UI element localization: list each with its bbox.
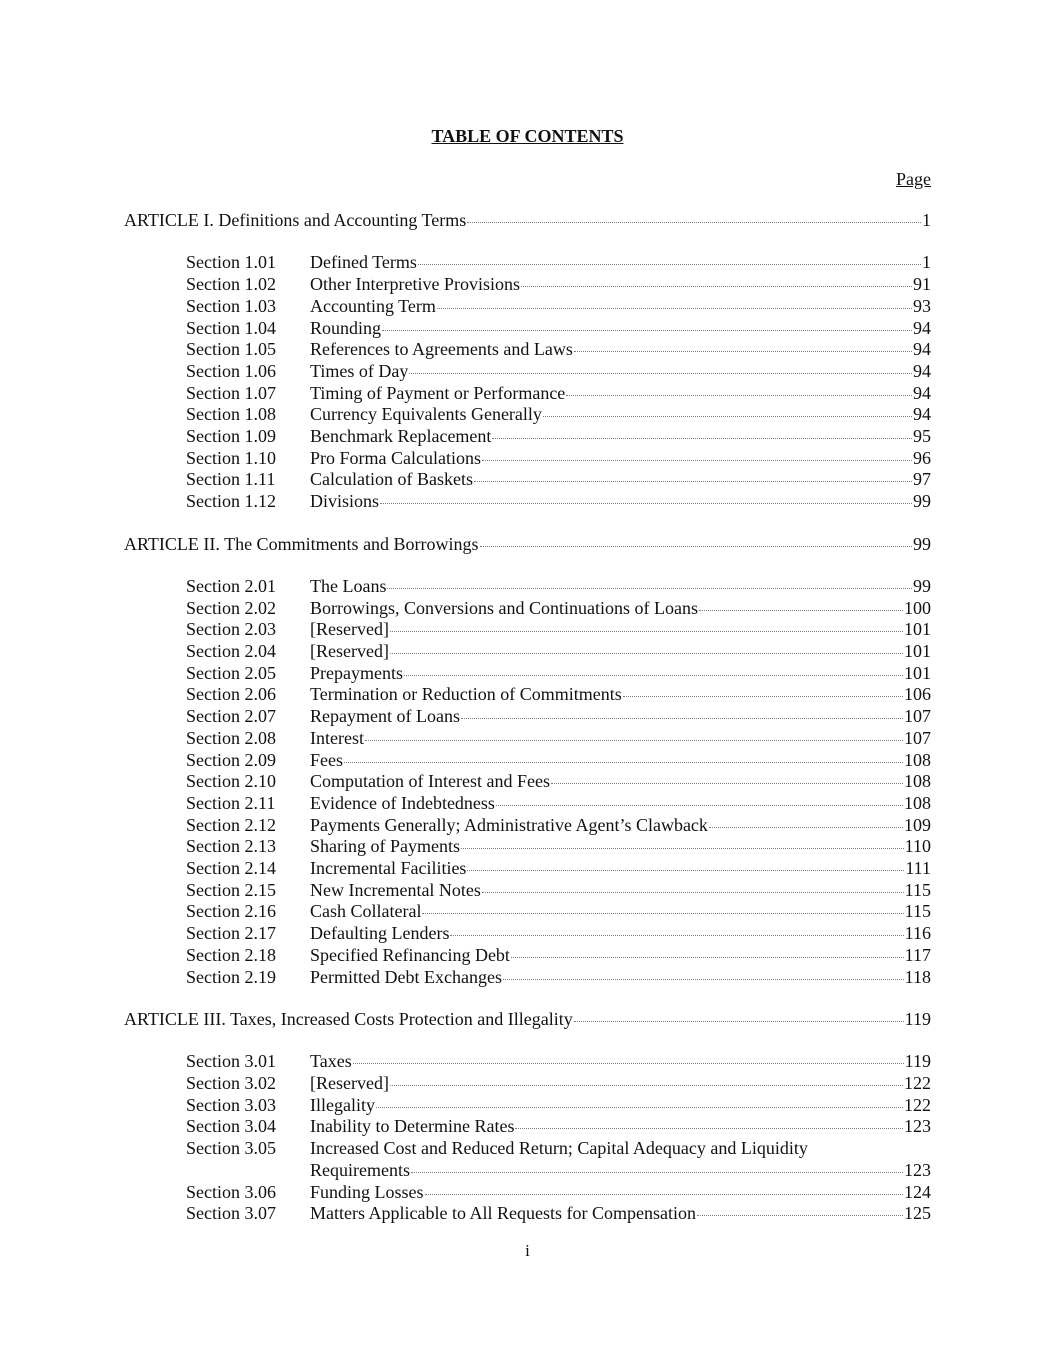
section-number: Section 2.10 (186, 771, 276, 792)
section-number: Section 3.01 (186, 1051, 276, 1072)
section-page-number: 100 (904, 597, 931, 618)
dot-leader (344, 762, 903, 763)
section-page-number: 123 (904, 1159, 931, 1180)
toc-section-entry[interactable] (186, 922, 931, 944)
section-title: Interest (310, 727, 364, 748)
section-page-number: 117 (904, 944, 931, 965)
section-number: Section 2.11 (186, 792, 276, 813)
section-number: Section 3.03 (186, 1094, 276, 1115)
section-title: Increased Cost and Reduced Return; Capital Adequacy and Liquidity (310, 1138, 808, 1159)
section-number: Section 2.01 (186, 575, 276, 596)
section-number: Section 2.19 (186, 966, 276, 987)
article-label: ARTICLE II. The Commitments and Borrowings (124, 533, 479, 554)
section-number: Section 2.04 (186, 641, 276, 661)
section-page-number: 125 (904, 1203, 931, 1224)
section-title: Inability to Determine Rates (310, 1116, 515, 1137)
toc-section-entry[interactable] (186, 857, 931, 879)
dot-leader (390, 1085, 903, 1086)
dot-leader (496, 805, 903, 806)
toc-section-entry[interactable] (186, 1094, 931, 1116)
toc-section-entry[interactable] (186, 814, 931, 836)
section-number: Section 1.05 (186, 339, 276, 360)
section-title: Computation of Interest and Fees (310, 771, 550, 792)
section-title: Defined Terms (310, 252, 417, 273)
toc-section-entry[interactable] (186, 835, 931, 857)
section-page-number: 101 (904, 619, 931, 640)
dot-leader (482, 892, 904, 893)
section-page-number: 122 (904, 1094, 931, 1115)
section-page-number: 106 (904, 684, 931, 705)
toc-section-entry[interactable] (186, 360, 931, 382)
section-page-number: 111 (905, 858, 931, 878)
dot-leader (376, 1107, 903, 1108)
section-number: Section 1.08 (186, 404, 276, 425)
dot-leader (450, 935, 903, 936)
dot-leader (418, 264, 921, 265)
section-page-number: 96 (913, 447, 931, 468)
dot-leader (353, 1063, 904, 1064)
section-title: [Reserved] (310, 1073, 389, 1093)
toc-section-entry[interactable] (186, 575, 931, 597)
toc-section-entry[interactable] (186, 597, 931, 619)
toc-section-entry[interactable] (186, 618, 931, 640)
toc-section-entry[interactable] (186, 879, 931, 901)
section-page-number: 94 (913, 339, 931, 360)
section-title: Specified Refinancing Debt (310, 944, 510, 965)
toc-section-entry[interactable] (186, 1202, 931, 1224)
section-page-number: 99 (913, 575, 931, 596)
section-page-number: 115 (904, 879, 931, 900)
toc-section-entry[interactable] (186, 792, 931, 814)
toc-section-entry[interactable] (186, 662, 931, 684)
section-page-number: 95 (913, 426, 931, 446)
section-title: Matters Applicable to All Requests for Compensation (310, 1203, 696, 1224)
section-page-number: 108 (904, 792, 931, 813)
section-title-continuation: Requirements (310, 1159, 410, 1180)
section-page-number: 109 (904, 814, 931, 835)
section-page-number: 119 (904, 1051, 931, 1072)
section-number: Section 2.14 (186, 858, 276, 878)
section-title: Cash Collateral (310, 901, 422, 922)
section-number: Section 1.10 (186, 447, 276, 468)
section-page-number: 116 (904, 923, 931, 944)
toc-section-entry[interactable] (186, 425, 931, 447)
article-label: ARTICLE I. Definitions and Accounting Terms (124, 210, 467, 230)
section-page-number: 97 (913, 469, 931, 490)
section-number: Section 1.01 (186, 252, 276, 273)
section-title: Termination or Reduction of Commitments (310, 684, 622, 705)
article-page-number: 1 (922, 210, 931, 230)
toc-section-entry[interactable] (186, 749, 931, 771)
dot-leader (551, 783, 903, 784)
page-column-heading: Page (896, 169, 931, 189)
toc-section-entry[interactable] (186, 1115, 931, 1137)
toc-section-entry[interactable] (186, 900, 931, 922)
dot-leader (566, 395, 912, 396)
toc-section-entry[interactable] (186, 490, 931, 512)
dot-leader (515, 1128, 903, 1129)
section-page-number: 94 (913, 382, 931, 403)
toc-section-entry[interactable] (186, 468, 931, 490)
section-number: Section 1.02 (186, 274, 276, 295)
dot-leader (365, 740, 903, 741)
toc-section-entry[interactable] (186, 273, 931, 295)
section-title: Defaulting Lenders (310, 923, 450, 944)
section-page-number: 122 (904, 1073, 931, 1093)
section-title: Currency Equivalents Generally (310, 404, 542, 425)
section-title: Pro Forma Calculations (310, 447, 481, 468)
section-page-number: 101 (904, 641, 931, 661)
section-page-number: 99 (913, 491, 931, 512)
toc-article-entry[interactable] (124, 209, 931, 231)
section-page-number: 107 (904, 727, 931, 748)
section-number: Section 2.06 (186, 684, 276, 705)
section-title: Times of Day (310, 360, 409, 381)
dot-leader (480, 546, 912, 547)
section-number: Section 2.02 (186, 597, 276, 618)
section-title: Repayment of Loans (310, 706, 460, 727)
section-page-number: 107 (904, 706, 931, 727)
toc-section-entry[interactable] (186, 403, 931, 425)
section-number: Section 3.06 (186, 1181, 276, 1202)
section-number: Section 2.05 (186, 662, 276, 683)
section-title: Timing of Payment or Performance (310, 382, 566, 403)
section-number: Section 3.07 (186, 1203, 276, 1224)
section-page-number: 115 (904, 901, 931, 922)
section-number: Section 3.04 (186, 1116, 276, 1137)
dot-leader (437, 308, 912, 309)
toc-section-entry[interactable] (186, 683, 931, 705)
toc-article-entry[interactable] (124, 1008, 931, 1030)
dot-leader (574, 1021, 904, 1022)
section-title: Evidence of Indebtedness (310, 792, 495, 813)
dot-leader (503, 979, 904, 980)
section-title: [Reserved] (310, 619, 389, 640)
dot-leader (467, 222, 921, 223)
dot-leader (709, 827, 903, 828)
section-number: Section 1.04 (186, 317, 276, 338)
section-number: Section 2.17 (186, 923, 276, 944)
dot-leader (425, 1194, 903, 1195)
section-number: Section 1.11 (186, 469, 276, 490)
toc-section-entry-continuation[interactable] (186, 1159, 931, 1181)
toc-section-entry[interactable] (186, 944, 931, 966)
dot-leader (474, 481, 912, 482)
section-page-number: 91 (913, 274, 931, 295)
dot-leader (543, 416, 912, 417)
page-folio: i (525, 1241, 530, 1260)
dot-leader (467, 870, 904, 871)
article-page-number: 99 (913, 533, 931, 554)
section-number: Section 1.07 (186, 382, 276, 403)
section-number: Section 3.02 (186, 1073, 276, 1093)
dot-leader (461, 848, 904, 849)
section-title: [Reserved] (310, 641, 389, 661)
dot-leader (390, 653, 903, 654)
section-number: Section 2.09 (186, 749, 276, 770)
dot-leader (411, 1172, 903, 1173)
section-title: Other Interpretive Provisions (310, 274, 520, 295)
section-number: Section 3.05 (186, 1138, 276, 1159)
section-number: Section 2.03 (186, 619, 276, 640)
toc-section-entry[interactable] (186, 1050, 931, 1072)
toc-section-entry[interactable] (186, 251, 931, 273)
section-title: Permitted Debt Exchanges (310, 966, 502, 987)
dot-leader (699, 610, 903, 611)
section-page-number: 93 (913, 295, 931, 316)
section-title: New Incremental Notes (310, 879, 481, 900)
dot-leader (492, 438, 912, 439)
section-number: Section 2.18 (186, 944, 276, 965)
toc-section-entry[interactable] (186, 447, 931, 469)
section-page-number: 1 (922, 252, 931, 273)
section-title: The Loans (310, 575, 387, 596)
section-page-number: 94 (913, 360, 931, 381)
toc-article-entry[interactable] (124, 533, 931, 555)
toc-section-entry[interactable] (186, 770, 931, 792)
section-title: References to Agreements and Laws (310, 339, 573, 360)
toc-section-entry[interactable] (186, 966, 931, 988)
dot-leader (387, 588, 912, 589)
toc-section-entry[interactable] (186, 1137, 931, 1159)
section-number: Section 2.16 (186, 901, 276, 922)
section-title: Fees (310, 749, 343, 770)
section-page-number: 124 (904, 1181, 931, 1202)
section-title: Calculation of Baskets (310, 469, 473, 490)
section-number: Section 1.12 (186, 491, 276, 512)
section-page-number: 118 (904, 966, 931, 987)
section-page-number: 108 (904, 749, 931, 770)
dot-leader (623, 696, 903, 697)
dot-leader (382, 330, 912, 331)
section-page-number: 123 (904, 1116, 931, 1137)
toc-section-entry[interactable] (186, 295, 931, 317)
toc-section-entry[interactable] (186, 1072, 931, 1094)
section-title: Funding Losses (310, 1181, 424, 1202)
section-number: Section 1.09 (186, 426, 276, 446)
section-number: Section 2.08 (186, 727, 276, 748)
article-label: ARTICLE III. Taxes, Increased Costs Protection and Illegality (124, 1008, 573, 1029)
section-title: Borrowings, Conversions and Continuations of Loans (310, 597, 698, 618)
section-title: Accounting Term (310, 295, 436, 316)
toc-section-entry[interactable] (186, 727, 931, 749)
article-page-number: 119 (904, 1008, 931, 1029)
section-number: Section 1.03 (186, 295, 276, 316)
section-page-number: 110 (904, 836, 931, 857)
dot-leader (380, 503, 912, 504)
toc-section-entry[interactable] (186, 640, 931, 662)
section-title: Sharing of Payments (310, 836, 460, 857)
section-page-number: 101 (904, 662, 931, 683)
section-title: Taxes (310, 1051, 352, 1072)
section-page-number: 94 (913, 404, 931, 425)
section-title: Payments Generally; Administrative Agent’s Clawback (310, 814, 708, 835)
dot-leader (521, 286, 912, 287)
dot-leader (697, 1215, 903, 1216)
section-title: Prepayments (310, 662, 403, 683)
dot-leader (574, 351, 912, 352)
toc-section-entry[interactable] (186, 317, 931, 339)
section-number: Section 2.13 (186, 836, 276, 857)
dot-leader (404, 675, 903, 676)
dot-leader (390, 631, 903, 632)
dot-leader (511, 957, 904, 958)
dot-leader (482, 460, 912, 461)
section-number: Section 1.06 (186, 360, 276, 381)
dot-leader (409, 373, 912, 374)
toc-section-entry[interactable] (186, 382, 931, 404)
section-number: Section 2.15 (186, 879, 276, 900)
section-title: Illegality (310, 1094, 375, 1115)
toc-title: TABLE OF CONTENTS (431, 126, 624, 146)
section-title: Divisions (310, 491, 380, 512)
section-number: Section 2.07 (186, 706, 276, 727)
section-page-number: 108 (904, 771, 931, 792)
dot-leader (461, 718, 903, 719)
section-page-number: 94 (913, 317, 931, 338)
section-title: Benchmark Replacement (310, 426, 492, 446)
toc-section-entry[interactable] (186, 705, 931, 727)
toc-section-entry[interactable] (186, 338, 931, 360)
section-title: Rounding (310, 317, 382, 338)
section-title: Incremental Facilities (310, 858, 467, 878)
toc-section-entry[interactable] (186, 1181, 931, 1203)
section-number: Section 2.12 (186, 814, 276, 835)
dot-leader (422, 913, 903, 914)
